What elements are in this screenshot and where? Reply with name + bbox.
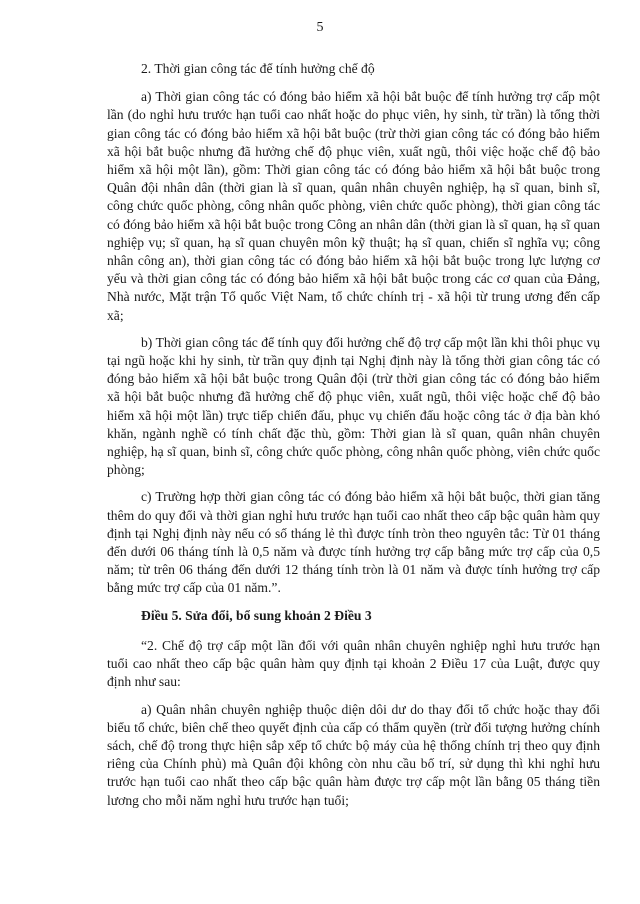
paragraph-2b: b) Thời gian công tác để tính quy đổi hưởng chế độ trợ cấp một lần khi thôi phục vụ tại ngũ hoặc khi hy sinh, từ trần quy định tại Nghị định này là tổng thời gian công tác có đóng bảo hiểm xã hội bắt buộc trong Quân đội (trừ thời gian công tác có đóng bảo hiểm xã hội bắt buộc nhưng đã hưởng chế độ phục viên, xuất ngũ, thôi việc hoặc chế độ bảo hiểm xã hội một lần) trực tiếp chiến đấu, phục vụ chiến đấu hoặc công tác ở địa bàn khó khăn, ngành nghề có tính chất đặc thù, gồm: Thời gian là sĩ quan, quân nhân chuyên nghiệp, hạ sĩ quan, binh sĩ, công chức quốc phòng, công nhân quốc phòng, viên chức quốc phòng;	[107, 334, 600, 478]
article-heading: Điều 5. Sửa đổi, bổ sung khoản 2 Điều 3	[141, 607, 372, 623]
paragraph-clause-2a: a) Quân nhân chuyên nghiệp thuộc diện dôi dư do thay đổi tổ chức hoặc thay đổi biểu tổ chức, biên chế theo quyết định của cấp có thẩm quyền (trừ đối tượng hưởng chính sách, chế độ trong thực hiện sắp xếp tổ chức bộ máy của hệ thống chính trị theo quy định riêng của Chính phủ) mà Quân đội không còn nhu cầu bố trí, sử dụng thì khi nghỉ hưu trước hạn tuổi cao nhất theo cấp bậc quân hàm được trợ cấp một lần bằng 05 tháng tiền lương cho mỗi năm nghỉ hưu trước hạn tuổi;	[107, 701, 600, 808]
document-body	[107, 60, 600, 819]
paragraph-2a: a) Thời gian công tác có đóng bảo hiểm xã hội bắt buộc để tính hưởng trợ cấp một lần (do nghỉ hưu trước hạn tuổi cao nhất hoặc do phục viên, hy sinh, từ trần) là tổng thời gian công tác có đóng bảo hiểm xã hội bắt buộc (trừ thời gian công tác có đóng bảo hiểm xã hội bắt buộc nhưng đã hưởng chế độ phục viên, xuất ngũ, thôi việc hoặc chế độ bảo hiểm xã hội một lần), gồm: Thời gian công tác có đóng bảo hiểm xã hội bắt buộc trong Quân đội nhân dân (thời gian là sĩ quan, quân nhân chuyên nghiệp, hạ sĩ quan, binh sĩ, công chức quốc phòng, công nhân quốc phòng, viên chức quốc phòng), thời gian công tác có đóng bảo hiểm xã hội bắt buộc trong Công an nhân dân (thời gian là sĩ quan, hạ sĩ quan nghiệp vụ; sĩ quan, hạ sĩ quan chuyên môn kỹ thuật; hạ sĩ quan, chiến sĩ nghĩa vụ; công nhân công an), thời gian công tác có đóng bảo hiểm xã hội bắt buộc trong lực lượng cơ yếu và thời gian công tác có đóng bảo hiểm xã hội bắt buộc trong các cơ quan của Đảng, Nhà nước, Mặt trận Tổ quốc Việt Nam, tổ chức chính trị - xã hội từ trung ương đến cấp xã;	[107, 89, 600, 323]
paragraph-2c: c) Trường hợp thời gian công tác có đóng bảo hiểm xã hội bắt buộc, thời gian tăng thêm do quy đổi và thời gian nghỉ hưu trước hạn tuổi cao nhất theo cấp bậc quân hàm quy định tại Nghị định này nếu có số tháng lẻ thì được tính tròn theo nguyên tắc: Từ 01 tháng đến dưới 06 tháng tính là 0,5 năm và được tính hưởng trợ cấp bằng mức trợ cấp của 0,5 năm; từ trên 06 tháng đến dưới 12 tháng tính tròn là 01 năm và được tính hưởng trợ cấp bằng mức trợ cấp của 01 năm.”.	[107, 489, 600, 596]
paragraph-clause-2: “2. Chế độ trợ cấp một lần đối với quân nhân chuyên nghiệp nghỉ hưu trước hạn tuổi cao nhất theo cấp bậc quân hàm quy định tại khoản 2 Điều 17 của Luật, được quy định như sau:	[107, 637, 600, 690]
page-number: 5	[316, 20, 324, 35]
section-heading: 2. Thời gian công tác để tính hưởng chế độ	[141, 61, 375, 76]
